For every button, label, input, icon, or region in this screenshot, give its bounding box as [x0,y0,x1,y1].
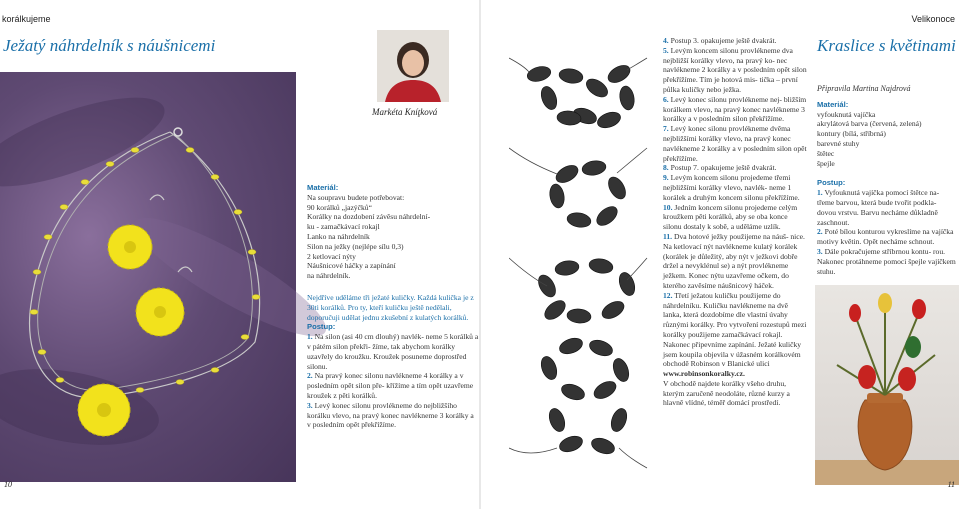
instruction-step [663,124,808,163]
step-text: V obchodě najdete korálky všeho druhu, kterým zaručeně neodoláte, různé kurzy a hlavně vlídné, téměř domácí prostředí. [663,378,790,408]
step-text: Třetí ježatou kuličku použijeme do náhrdelníku. Kuličku navlékneme na dvě lanka, která dozdobíme dle vlastní úvahy různými korálky. Pro vytvoření rozestupů mezi korálky použijeme zamačkávací rokajl. Nakonec připevníme zapínání. Ježaté kuličky jsem koupila objevila v úžasném korálkovém obchodě Robinson v Blanické ulici [663,290,807,369]
step-text: Levým koncem silonu projedeme třemi nejbližšími korálky vlevo, navlék- neme 1 korálek a druhým koncem silonu překřížíme. [663,173,800,202]
easter-materials-block [817,84,957,276]
author-portrait [377,30,449,102]
instruction-step [663,379,808,408]
instruction-step [663,291,808,369]
step-number: 9. [663,173,669,183]
step-text: Na silon (asi 40 cm dlouhý) navlék- neme 5 korálků a v pátém silon překři- žíme, tak abychom korálky uzavřely do kroužku. Kroužek posuneme doprostřed silonu. [307,332,479,371]
bead-diagram [509,28,649,498]
material-item: Náušnicové háčky a zapínání [307,261,396,271]
step-number: 4. [663,36,669,45]
material-item: Na soupravu budete potřebovat: [307,192,405,202]
step-number: 3. [307,400,313,410]
step-text: Levý konec silonu provlékneme do nejbližšího korálku vlevo, na pravý konec navlékneme 3 korálky a v posledním opět překřížíme. [307,400,474,430]
instruction-step [663,369,808,379]
section-label: korálkujeme [2,14,51,24]
page-number-right: 11 [947,480,955,489]
step-number: 8. [663,163,669,173]
material-item: barevné stuhy [817,138,860,148]
materials-heading-right: Materiál: [817,99,849,109]
step-text: Levý konec silonu provlékneme dvěma nejbližšími korálky vlevo, na pravý konec navlékneme 2 korálky a v posledním silon opět překřížíme. [663,124,807,163]
article-title-right: Kraslice s květinami [817,36,956,55]
material-item: ku - zamačkávací rokajl [307,222,380,232]
step-text: www.robinsonkoralky.cz. [663,369,745,379]
step-number: 1. [817,188,823,198]
step-text: Levým koncem silonu provlékneme dva nejbližší korálky vlevo, na pravý ko- nec navlékneme 2 korálky a v posledním opět silon překřížíme. Tím je hotová mis- tička – první půlka kuličky nebo ježka. [663,45,807,94]
flower-earring-1 [108,225,152,269]
material-item: akrylátová barva (červená, zelená) [817,119,922,129]
material-item: kontury (bílá, stříbrná) [817,129,886,139]
step-text: Dva hotové ježky použijeme na náuš- nice. Na ketlovací nýt navlékneme kulatý korálek (korálek je důležitý, aby nýt v ježkovi dobře držel a nevyklénul se) a nýt provlékneme ježkem. Konec nýtu uzavřeme očkem, do kterého zavěsíme náušnicový háček. [663,231,805,290]
step-text: Postup 7. opakujeme ještě dvakrát. [670,163,777,173]
flower-pendant [78,384,130,436]
instruction-step [663,46,808,95]
left-page [0,0,479,509]
step-number: 11. [663,231,673,241]
step-text: Dále pokračujeme stříbrnou kontu- rou. Nakonec protáhneme pomocí špejle vajíčkem stuhu. [817,246,956,276]
procedure-heading-right: Postup: [817,178,846,188]
step-number: 12. [663,290,673,300]
necklace-photo [0,72,296,482]
material-item: Korálky na dozdobení závěsu náhrdelní- [307,212,431,222]
step-text: Vyfouknutá vajíčka pomocí štětce na- třeme barvou, která bude tvořit podkla- dovou vrstvu. Barvu necháme důkladně zaschnout. [817,188,940,227]
material-item: vyfouknutá vajíčka [817,109,876,119]
step-text: Poté bílou konturou vykreslíme na vajíčka motivy květin. Opět necháme schnout. [817,227,954,247]
article-title: Ježatý náhrdelník s náušnicemi [3,36,216,55]
step-number: 10. [663,202,673,212]
instruction-step [663,95,808,124]
materials-heading: Materiál: [307,183,339,192]
step-number: 1. [307,332,313,342]
article-byline: Připravila Martina Najdrová [817,84,911,93]
instruction-step [663,203,808,232]
step-number: 2. [817,227,823,237]
material-item: na náhrdelník. [307,271,351,281]
material-item: štětec [817,148,835,158]
instruction-step [663,173,808,202]
step-number: 2. [307,371,313,381]
section-label: Velikonoce [911,14,955,24]
instruction-step [307,332,479,371]
step-text: Levý konec silonu provlékneme nej- bližším korálkem vlevo, na pravý konec navlékneme 3 korálky a v posledním silon překřížíme. [663,94,807,124]
necklace-illustration [0,72,296,482]
step-text: Na pravý konec silonu navlékneme 4 korálky a v posledním opět silon pře- křížíme a tím opět uzavřeme kroužek z pěti korálků. [307,371,474,400]
instruction-step [663,36,808,46]
instruction-step [817,247,957,276]
step-number: 6. [663,94,669,104]
step-text: Jedním koncem silonu projedeme celým kroužkem pěti korálků, aby se oba konce silonu dostaly k sobě, a uděláme uzlík. [663,202,798,232]
material-item: 2 ketlovací nýty [307,251,356,261]
instruction-step [663,163,808,173]
instruction-step [817,227,957,247]
instruction-step [307,371,479,400]
material-item: Silon na ježky (nejlépe sílu 0,3) [307,241,404,251]
material-item: 90 korálků „jazýčků“ [307,202,372,212]
flower-earring-2 [136,288,184,336]
author-name: Markéta Kníţková [372,107,438,117]
material-item: špejle [817,158,835,168]
easter-eggs-photo [815,285,959,485]
right-page [481,0,959,509]
instruction-step [817,188,957,227]
step-text: Postup 3. opakujeme ještě dvakrát. [670,36,777,45]
page-number-left: 10 [4,480,12,489]
materials-block [307,183,479,281]
instruction-step [307,401,479,430]
step-number: 3. [817,246,823,256]
steps-continued [663,36,808,408]
step-number: 7. [663,124,669,134]
step-number: 5. [663,45,669,55]
procedure-block [307,293,479,430]
intro-text: Nejdříve uděláme tři ježaté kuličky. Každá kulička je z 30ti korálků. Pro ty, kteří kuličku ještě nedělali, doporučuji udělat jednu zkušební z kulatých korálků. [307,293,474,322]
procedure-heading: Postup: [307,322,336,332]
instruction-step [663,232,808,291]
material-item: Lanko na náhrdelník [307,231,370,241]
